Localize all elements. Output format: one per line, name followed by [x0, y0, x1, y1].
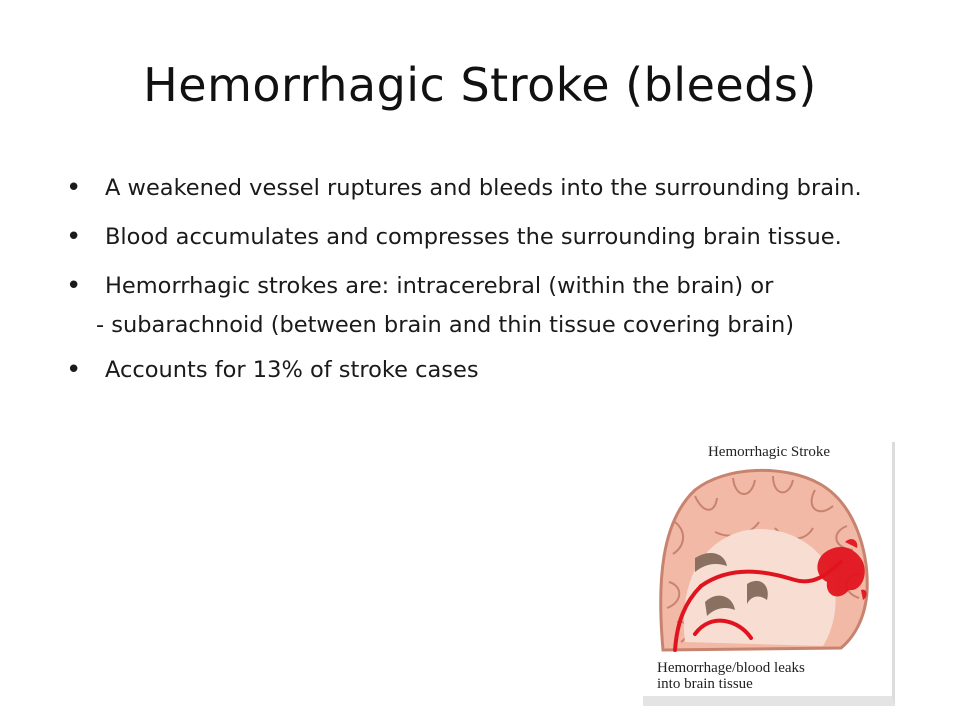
- bullet-item: [66, 354, 926, 387]
- bullet-glyph: •: [66, 222, 82, 252]
- bullet-item: [66, 172, 926, 205]
- sub-line: - subarachnoid (between brain and thin tissue covering brain): [96, 312, 795, 338]
- bullet-text: Blood accumulates and compresses the surrounding brain tissue.: [105, 224, 842, 250]
- brain-cross-section: [655, 462, 875, 656]
- figure-caption: [657, 660, 887, 692]
- slide-title: Hemorrhagic Stroke (bleeds): [143, 58, 817, 112]
- bullet-glyph: •: [66, 355, 82, 385]
- bullet-text: A weakened vessel ruptures and bleeds into the surrounding brain.: [105, 175, 862, 201]
- stroke-illustration: [643, 442, 895, 706]
- bullet-item: [66, 221, 926, 254]
- bullet-glyph: •: [66, 173, 82, 203]
- bullet-list: [66, 172, 926, 387]
- bullet-item: [66, 270, 926, 303]
- bullet-glyph: •: [66, 271, 82, 301]
- bullet-text: Hemorrhagic strokes are: intracerebral (within the brain) or: [105, 273, 774, 299]
- bullet-text: Accounts for 13% of stroke cases: [105, 357, 479, 383]
- figure-title: Hemorrhagic Stroke: [707, 444, 831, 460]
- caption-line: Hemorrhage/blood leaks: [657, 660, 805, 676]
- caption-line: into brain tissue: [657, 676, 753, 692]
